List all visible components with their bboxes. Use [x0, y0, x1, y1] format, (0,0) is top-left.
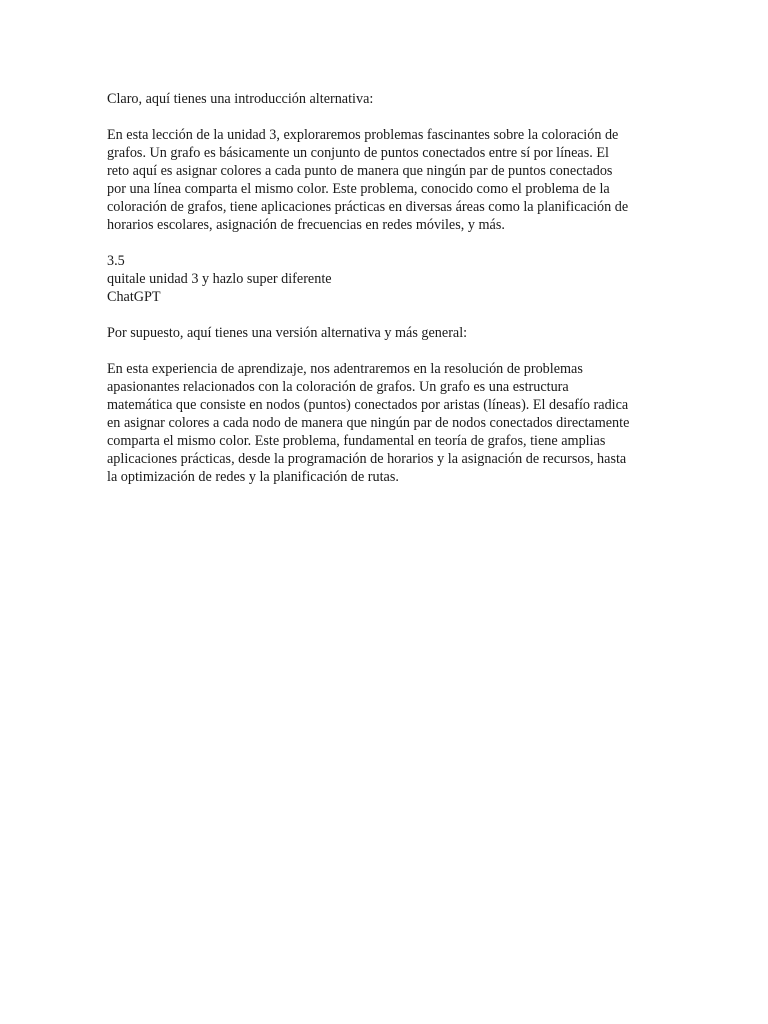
paragraph-line: por una línea comparta el mismo color. Este problema, conocido como el problema de la — [107, 181, 610, 197]
paragraph-line: grafos. Un grafo es básicamente un conjunto de puntos conectados entre sí por líneas. El — [107, 145, 609, 161]
paragraph-line: comparta el mismo color. Este problema, fundamental en teoría de grafos, tiene amplias — [107, 433, 606, 449]
version-label: 3.5 — [107, 253, 125, 269]
user-message: quitale unidad 3 y hazlo super diferente — [107, 271, 332, 287]
paragraph-unidad-3 — [107, 126, 667, 234]
assistant-name: ChatGPT — [107, 289, 161, 305]
paragraph-line: En esta lección de la unidad 3, exploraremos problemas fascinantes sobre la coloración de — [107, 127, 619, 143]
paragraph-line: reto aquí es asignar colores a cada punto de manera que ningún par de puntos conectados — [107, 163, 613, 179]
paragraph-line: matemática que consiste en nodos (puntos) conectados por aristas (líneas). El desafío radica — [107, 397, 629, 413]
paragraph-line: en asignar colores a cada nodo de manera que ningún par de nodos conectados directamente — [107, 415, 630, 431]
paragraph-line: coloración de grafos, tiene aplicaciones prácticas en diversas áreas como la planificación de — [107, 199, 629, 215]
paragraph-line: apasionantes relacionados con la coloración de grafos. Un grafo es una estructura — [107, 379, 569, 395]
intro-text: Claro, aquí tienes una introducción alternativa: — [107, 91, 374, 107]
paragraph-line: aplicaciones prácticas, desde la programación de horarios y la asignación de recursos, hasta — [107, 451, 627, 467]
response-intro: Por supuesto, aquí tienes una versión alternativa y más general: — [107, 325, 468, 341]
document-page — [107, 90, 667, 504]
paragraph-line: horarios escolares, asignación de frecuencias en redes móviles, y más. — [107, 217, 505, 233]
paragraph-line: En esta experiencia de aprendizaje, nos adentraremos en la resolución de problemas — [107, 361, 583, 377]
paragraph-line: la optimización de redes y la planificación de rutas. — [107, 469, 399, 485]
chat-exchange — [107, 252, 667, 306]
paragraph-general — [107, 360, 667, 486]
